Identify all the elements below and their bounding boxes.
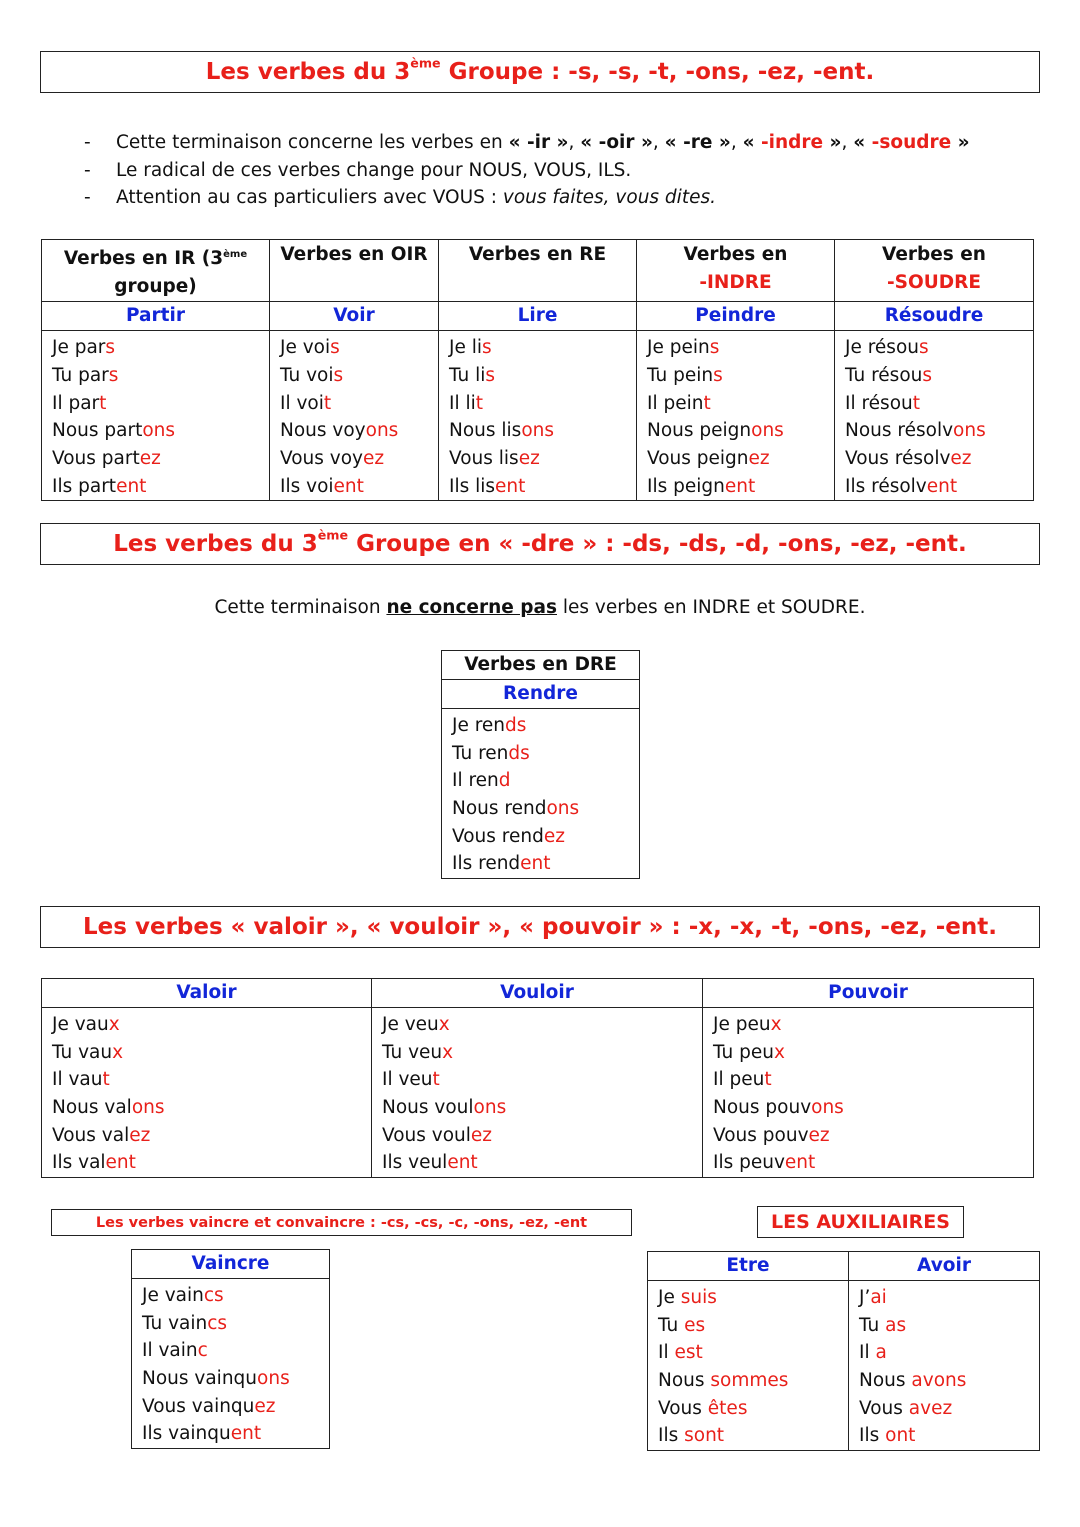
conj-ending: x <box>108 1014 120 1035</box>
conj-line <box>647 334 834 362</box>
conj-stem: Il <box>658 1342 675 1364</box>
conj-line <box>845 390 1033 418</box>
conj-ending: x <box>112 1041 124 1063</box>
table-groupe3-forms <box>42 331 1034 501</box>
conj-line <box>142 1337 329 1365</box>
conj-line <box>52 362 269 390</box>
conj-line <box>52 1011 371 1039</box>
conj-stem: Vous <box>658 1397 708 1419</box>
conj-stem: Je pein <box>647 337 710 359</box>
conj-ending: ent <box>105 1152 136 1174</box>
conj-line <box>658 1367 848 1395</box>
conj-line <box>449 390 636 418</box>
header-indre: Verbes en -INDRE <box>637 240 835 302</box>
conj-line <box>859 1367 1039 1395</box>
conj-ending: s <box>922 364 933 386</box>
conj-ending: êtes <box>707 1397 748 1419</box>
conj-line <box>713 1039 1033 1067</box>
conj-stem: Il veu <box>382 1069 433 1091</box>
section3-title-box <box>40 906 1040 948</box>
conj-ending: x <box>442 1041 454 1063</box>
verb-cell: Partir <box>42 302 270 331</box>
conj-stem: Il vau <box>52 1069 103 1091</box>
conj-line <box>382 1011 702 1039</box>
verb-cell: Peindre <box>637 302 835 331</box>
conj-line <box>859 1312 1039 1340</box>
conj-column <box>42 331 270 501</box>
conj-line <box>52 1094 371 1122</box>
conj-ending: ons <box>142 420 176 442</box>
conj-line <box>52 1066 371 1094</box>
conj-line <box>142 1365 329 1393</box>
conj-stem: Il résou <box>845 392 913 414</box>
conj-line <box>845 362 1033 390</box>
conj-line <box>142 1393 329 1421</box>
conj-ending: ons <box>811 1097 844 1119</box>
conj-stem: Je veu <box>382 1014 439 1035</box>
conj-ending: ez <box>139 447 161 469</box>
section5-title-box <box>757 1206 964 1238</box>
conj-stem: Tu vau <box>52 1041 113 1063</box>
conj-stem: Vous vainqu <box>142 1395 255 1417</box>
conj-line <box>658 1422 848 1450</box>
conj-ending: ez <box>470 1124 493 1146</box>
conj-stem: Vous <box>859 1397 909 1419</box>
section2-title-box <box>40 523 1040 565</box>
conj-stem: Je vain <box>142 1285 204 1306</box>
conj-ending: ez <box>950 447 972 469</box>
conj-stem: Nous <box>658 1370 711 1392</box>
conj-stem: Il <box>859 1342 876 1364</box>
conj-ending: s <box>108 364 119 386</box>
conj-ending: suis <box>680 1287 717 1308</box>
conj-line <box>713 1066 1033 1094</box>
conj-ending: t <box>912 392 921 414</box>
conj-line <box>658 1284 848 1312</box>
conj-stem: Je li <box>449 337 482 359</box>
conj-ending: ent <box>520 853 551 875</box>
conj-line <box>142 1310 329 1338</box>
conj-stem: Nous résolv <box>845 420 954 442</box>
conj-line <box>280 473 438 501</box>
conj-ending: s <box>918 337 929 359</box>
conj-line <box>449 334 636 362</box>
conj-ending: ez <box>808 1124 830 1146</box>
conj-ending: sont <box>684 1425 725 1447</box>
conj-column <box>835 331 1034 501</box>
header-ir: Verbes en IR (3ème groupe) <box>42 240 270 302</box>
conj-line <box>280 390 438 418</box>
conj-ending: t <box>102 1069 110 1091</box>
conj-column <box>637 331 835 501</box>
conj-stem: Nous rend <box>452 798 547 820</box>
conj-line <box>52 473 269 501</box>
conj-line <box>647 473 834 501</box>
conj-stem: Nous vainqu <box>142 1368 258 1390</box>
conj-ending: ds <box>505 715 527 736</box>
conj-line <box>142 1420 329 1448</box>
table-groupe3-verbs <box>42 302 1034 331</box>
conj-line <box>713 1122 1033 1150</box>
section2-note: Cette terminaison ne concerne pas les verbes en INDRE et SOUDRE. <box>214 597 866 618</box>
conj-ending: s <box>330 337 340 359</box>
conj-ending: ent <box>116 475 147 497</box>
conj-line <box>713 1094 1033 1122</box>
conj-stem: Ils <box>859 1425 886 1447</box>
conj-line <box>452 767 639 795</box>
conj-line <box>452 740 639 768</box>
conj-line <box>449 417 636 445</box>
conj-line <box>52 417 269 445</box>
conj-stem: Je voi <box>280 337 331 359</box>
header-oir: Verbes en OIR <box>270 240 439 302</box>
conj-stem: Je par <box>52 337 106 359</box>
conj-stem: Il li <box>449 392 476 414</box>
conj-ending: s <box>482 337 492 359</box>
conj-stem: Tu par <box>52 364 109 386</box>
conj-line <box>382 1122 702 1150</box>
conj-stem: Vous part <box>52 447 140 469</box>
conj-ending: a <box>875 1342 887 1364</box>
table-valoir-vouloir-pouvoir <box>41 978 1034 1178</box>
section1-title: Les verbes du 3ème Groupe : -s, -s, -t, -ons, -ez, -ent. <box>205 55 875 85</box>
conj-ending: ai <box>870 1287 887 1308</box>
conj-stem: Nous peign <box>647 420 752 442</box>
conj-line <box>647 445 834 473</box>
conj-ending: ds <box>508 742 530 764</box>
conj-ending: ons <box>521 420 555 442</box>
conj-stem: Tu pein <box>647 364 714 386</box>
table-auxiliaires <box>647 1251 1040 1451</box>
verb-cell: Etre <box>648 1252 849 1281</box>
conj-line <box>449 362 636 390</box>
conj-line <box>280 362 438 390</box>
conj-line <box>382 1149 702 1177</box>
conj-line <box>859 1339 1039 1367</box>
conj-line <box>658 1395 848 1423</box>
conj-stem: Je ren <box>452 715 506 736</box>
verb-cell: Lire <box>439 302 637 331</box>
header-dre: Verbes en DRE <box>442 651 640 680</box>
conj-line <box>647 390 834 418</box>
section1-bullets <box>40 129 970 212</box>
bullet-attention: - Attention au cas particuliers avec VOUS : vous faites, vous dites. <box>40 184 970 212</box>
conj-ending: ent <box>447 1152 478 1174</box>
conj-line <box>382 1039 702 1067</box>
conj-stem: Tu vain <box>142 1312 208 1334</box>
conj-stem: Vous résolv <box>845 447 951 469</box>
verb-cell: Voir <box>270 302 439 331</box>
conj-stem: Je vau <box>52 1014 109 1035</box>
conj-line <box>142 1282 329 1310</box>
conj-line <box>452 850 639 878</box>
conj-ending: x <box>773 1041 785 1063</box>
conj-line <box>280 445 438 473</box>
conj-ending: ons <box>953 420 986 442</box>
conj-stem: Je peu <box>713 1014 771 1035</box>
conj-line <box>845 417 1033 445</box>
conj-stem: Nous part <box>52 420 143 442</box>
conj-column <box>439 331 637 501</box>
conj-ending: avez <box>908 1397 953 1419</box>
conj-column <box>648 1281 849 1451</box>
conj-stem: Tu voi <box>280 364 334 386</box>
conj-stem: Il vain <box>142 1340 198 1362</box>
verb-cell: Rendre <box>442 680 640 709</box>
section3-title: Les verbes « valoir », « vouloir », « pouvoir » : -x, -x, -t, -ons, -ez, -ent. <box>83 914 997 940</box>
conj-stem: Tu li <box>449 364 486 386</box>
conj-ending: ent <box>230 1423 262 1445</box>
conj-stem: Tu peu <box>713 1041 774 1063</box>
conj-ending: ent <box>724 475 756 497</box>
conj-stem: Tu <box>658 1314 685 1336</box>
conj-ending: s <box>105 337 116 359</box>
verb-cell: Vaincre <box>132 1250 330 1279</box>
verb-cell: Vouloir <box>372 979 703 1008</box>
conj-ending: t <box>475 392 484 414</box>
conj-stem: Ils veul <box>382 1152 448 1174</box>
section1-title-box <box>40 51 1040 93</box>
conj-stem: Tu veu <box>382 1041 443 1063</box>
bullet-terminaison: - Cette terminaison concerne les verbes en « -ir », « -oir », « -re », « -indre », « -soudre » <box>40 129 970 157</box>
conj-stem: Il peu <box>713 1069 765 1091</box>
conj-stem: Vous peign <box>647 447 749 469</box>
table-groupe3-header <box>42 240 1034 302</box>
conj-stem: Il ren <box>452 770 499 792</box>
conj-ending: s <box>485 364 496 386</box>
conj-stem: Je résou <box>845 337 919 359</box>
conj-ending: ez <box>363 447 385 469</box>
conj-ending: ez <box>518 447 540 469</box>
conj-stem: Nous lis <box>449 420 522 442</box>
conj-line <box>452 795 639 823</box>
conj-ending: s <box>713 364 723 386</box>
conj-stem: Tu résou <box>845 364 923 386</box>
conj-ending: t <box>764 1069 772 1091</box>
conj-line <box>713 1011 1033 1039</box>
conj-stem: Ils lis <box>449 475 496 497</box>
conj-stem: Il pein <box>647 392 704 414</box>
conj-ending: ez <box>129 1124 151 1146</box>
conj-stem: Ils vainqu <box>142 1423 231 1445</box>
conj-ending: s <box>709 337 720 359</box>
conj-line <box>52 445 269 473</box>
conj-ending: ons <box>473 1097 507 1119</box>
conj-ending: as <box>885 1314 907 1336</box>
conj-stem: J’ <box>859 1287 871 1308</box>
conj-line <box>382 1094 702 1122</box>
conj-line <box>647 417 834 445</box>
conj-ending: ent <box>333 475 364 497</box>
conj-ending: x <box>438 1014 450 1035</box>
conj-ending: ons <box>751 420 784 442</box>
header-re: Verbes en RE <box>439 240 637 302</box>
conj-column <box>132 1279 330 1449</box>
conj-line <box>449 445 636 473</box>
conj-ending: ons <box>131 1097 165 1119</box>
conj-stem: Ils résolv <box>845 475 927 497</box>
conj-line <box>52 390 269 418</box>
conj-ending: sommes <box>710 1370 789 1392</box>
conj-ending: ons <box>365 420 399 442</box>
conj-stem: Ils rend <box>452 853 521 875</box>
conj-ending: es <box>684 1314 706 1336</box>
conj-ending: t <box>99 392 107 414</box>
conj-stem: Vous rend <box>452 825 544 847</box>
conj-stem: Nous pouv <box>713 1097 812 1119</box>
conj-stem: Vous voy <box>280 447 363 469</box>
conj-ending: ons <box>257 1368 290 1390</box>
conj-ending: ent <box>495 475 526 497</box>
conj-line <box>382 1066 702 1094</box>
conj-stem: Ils voi <box>280 475 334 497</box>
conj-line <box>845 334 1033 362</box>
conj-stem: Nous val <box>52 1097 132 1119</box>
conj-line <box>658 1312 848 1340</box>
conj-stem: Vous voul <box>382 1124 471 1146</box>
conj-ending: t <box>432 1069 440 1091</box>
conj-stem: Ils part <box>52 475 117 497</box>
conj-stem: Tu <box>859 1314 886 1336</box>
conj-ending: cs <box>203 1285 224 1306</box>
conj-stem: Ils <box>658 1425 685 1447</box>
conj-ending: x <box>770 1014 782 1035</box>
conj-line <box>647 362 834 390</box>
header-soudre: Verbes en -SOUDRE <box>835 240 1034 302</box>
conj-line <box>452 823 639 851</box>
conj-ending: ent <box>926 475 958 497</box>
conj-line <box>452 712 639 740</box>
section4-title: Les verbes vaincre et convaincre : -cs, -cs, -c, -ons, -ez, -ent <box>95 1214 588 1231</box>
conj-line <box>280 334 438 362</box>
conj-line <box>658 1339 848 1367</box>
conj-line <box>845 445 1033 473</box>
conj-column <box>42 1008 372 1178</box>
verb-cell: Avoir <box>849 1252 1040 1281</box>
conj-ending: ont <box>885 1425 916 1447</box>
conj-ending: s <box>333 364 344 386</box>
table-dre <box>441 650 640 879</box>
verb-cell: Pouvoir <box>703 979 1034 1008</box>
table-groupe3 <box>41 239 1034 501</box>
conj-ending: ent <box>784 1152 816 1174</box>
bullet-radical: - Le radical de ces verbes change pour NOUS, VOUS, ILS. <box>40 157 970 185</box>
conj-line <box>859 1422 1039 1450</box>
conj-line <box>859 1395 1039 1423</box>
conj-ending: d <box>498 770 511 792</box>
conj-stem: Ils peign <box>647 475 725 497</box>
conj-stem: Je <box>658 1287 681 1308</box>
section5-title: LES AUXILIAIRES <box>771 1211 950 1233</box>
conj-stem: Il voi <box>280 392 324 414</box>
conj-line <box>845 473 1033 501</box>
conj-ending: cs <box>207 1312 228 1334</box>
conj-ending: ez <box>748 447 770 469</box>
conj-line <box>859 1284 1039 1312</box>
conj-ending: avons <box>911 1370 967 1392</box>
conj-column <box>442 709 640 879</box>
table-vaincre <box>131 1249 330 1449</box>
conj-stem: Il par <box>52 392 100 414</box>
conj-ending: c <box>197 1340 208 1362</box>
conj-column <box>849 1281 1040 1451</box>
conj-column <box>703 1008 1034 1178</box>
conj-line <box>713 1149 1033 1177</box>
conj-ending: t <box>703 392 711 414</box>
verb-cell: Valoir <box>42 979 372 1008</box>
section4-title-box <box>51 1209 632 1236</box>
conj-ending: ez <box>254 1395 276 1417</box>
conj-stem: Ils peuv <box>713 1152 785 1174</box>
conj-line <box>280 417 438 445</box>
conj-ending: t <box>323 392 332 414</box>
conj-stem: Nous voul <box>382 1097 474 1119</box>
conj-stem: Nous <box>859 1370 912 1392</box>
conj-column <box>372 1008 703 1178</box>
conj-column <box>270 331 439 501</box>
section2-title: Les verbes du 3ème Groupe en « -dre » : -ds, -ds, -d, -ons, -ez, -ent. <box>113 527 967 557</box>
conj-stem: Vous pouv <box>713 1124 809 1146</box>
conj-ending: ez <box>543 825 565 847</box>
conj-line <box>52 1149 371 1177</box>
conj-ending: est <box>674 1342 703 1364</box>
conj-stem: Ils val <box>52 1152 106 1174</box>
conj-line <box>52 1122 371 1150</box>
conj-line <box>52 334 269 362</box>
verb-cell: Résoudre <box>835 302 1034 331</box>
conj-stem: Vous lis <box>449 447 519 469</box>
conj-stem: Tu ren <box>452 742 509 764</box>
conj-stem: Vous val <box>52 1124 130 1146</box>
conj-stem: Nous voy <box>280 420 366 442</box>
conj-line <box>52 1039 371 1067</box>
conj-ending: ons <box>546 798 580 820</box>
conj-line <box>449 473 636 501</box>
